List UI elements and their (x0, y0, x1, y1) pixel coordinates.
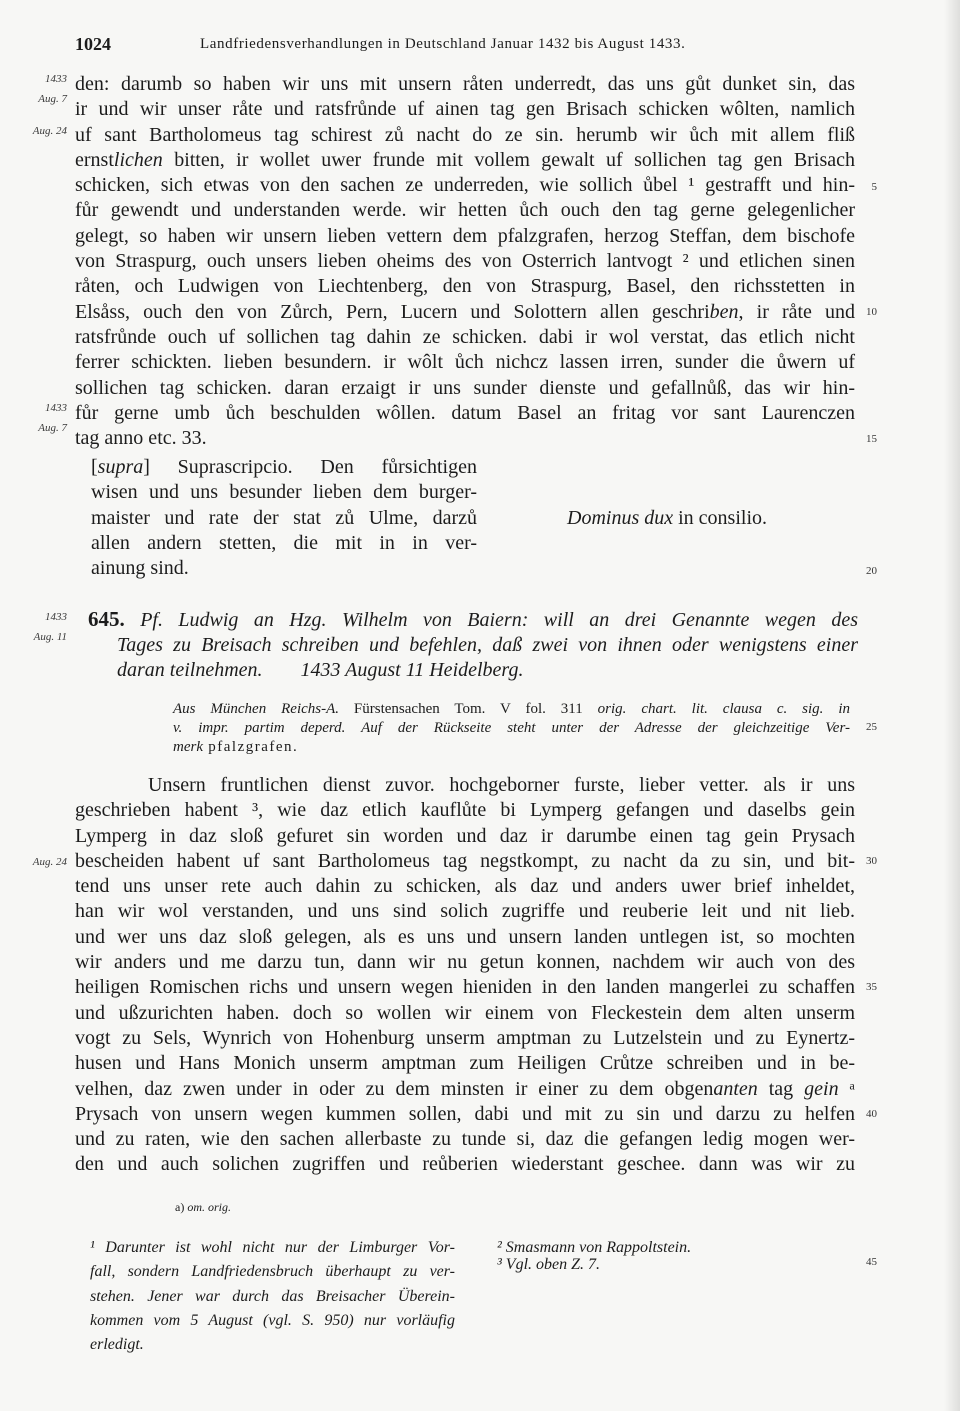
footnote-line: fall, sondern Landfriedensbruch überhaupt zu ver- (90, 1263, 455, 1281)
text-line: heiligen Romischen richs und unsern wegen hieniden in den landen mangerlei zu schaffen (75, 976, 855, 999)
heading-line (88, 607, 858, 633)
margin-date: Aug. 24 (32, 125, 67, 137)
text-segment: [ (91, 456, 98, 478)
text-segment: tag (757, 1077, 805, 1100)
heading-date-place: 1433 August 11 Heidelberg. (300, 659, 524, 681)
heading-text: daran teilnehmen. (117, 659, 263, 681)
margin-date: Aug. 24 (32, 856, 67, 868)
text-segment: Aus München Reichs-A. (173, 701, 340, 717)
text-segment: orig. chart. lit. clausa c. sig. in (597, 701, 851, 717)
running-title: Landfriedensverhandlungen in Deutschland Januar 1432 bis August 1433. (200, 36, 686, 52)
margin-date: Aug. 7 (38, 93, 67, 105)
text-segment: ernst (75, 148, 114, 171)
text-line: und zu raten, wie den sachen allerbaste zu tunde si, daz die gefangen ledig mogen wer- (75, 1128, 855, 1151)
line-number: 20 (866, 565, 877, 577)
document-645-heading (88, 607, 858, 684)
editorial-italic-segment: gein (804, 1077, 839, 1100)
line-number: 40 (866, 1108, 877, 1120)
editorial-italic-segment: Dominus dux (567, 507, 674, 529)
text-line: råten, och Ludwigen von Liechtenberg, den von Straspurg, Basel, den richsstetten in (75, 275, 855, 298)
margin-year: 1433 (45, 611, 67, 623)
text-line: vogt zu Sels, Wynrich von Hohenburg unserm amptman zu Lutzelstein und zu Eynertz- (75, 1026, 855, 1049)
line-number: 15 (866, 433, 877, 445)
text-line: bescheiden habent uf sant Bartholomeus tag negstkompt, zu nacht da zu sin, und bit- (75, 849, 855, 872)
text-segment: , ir råte und (738, 300, 856, 323)
text-line: husen und Hans Monich unserm amptman zum Heiligen Crůtze schreiben und in be- (75, 1052, 855, 1075)
variant-marker: ᵃ (838, 1077, 856, 1100)
text-line: ratsfrůnde ouch uf sollichen tag dahin ze schicken. dabi ir wol verstat, das etlich nicht (75, 325, 855, 348)
text-line: sollichen tag schicken. daran erzaigt ir uns sunder dienste und gefallnůß, das wir hin- (75, 376, 855, 399)
letter-644-body (75, 72, 855, 451)
scan-edge-shadow (944, 0, 960, 1411)
margin-date-note (8, 121, 67, 141)
line-number: 35 (866, 981, 877, 993)
chancery-endorsement (567, 506, 767, 531)
footnote-line: ¹ Darunter ist wohl nicht nur der Limburger Vor- (90, 1239, 455, 1256)
margin-date: Aug. 7 (38, 422, 67, 434)
text-segment: Fürstensachen Tom. V fol. 311 (339, 701, 598, 717)
letter-address (91, 455, 477, 581)
text-line: han wir wol verstanden, und uns sind solich zugriffe und reuberie leit und nit lieb. (75, 900, 855, 923)
text-line: den: darumb so haben wir uns mit unsern råten underredt, das uns gůt dunket sin, das (75, 73, 855, 95)
document-645-body (75, 773, 855, 1178)
text-segment: pfalzgrafen. (203, 739, 299, 755)
footnote-line: stehen. Jener war durch das Breisacher Überein- (90, 1287, 455, 1305)
source-line: v. impr. partim deperd. Auf der Rückseite steht unter der Adresse der gleichzeitige Ver- (173, 720, 850, 736)
footnote-line: erledigt. (90, 1336, 144, 1354)
text-line: fůr gerne umb ůch beschulden wôllen. datum Basel an fritag vor sant Laurenczen (75, 401, 855, 424)
footnote-2: ² Smasmann von Rappoltstein. (497, 1239, 692, 1256)
text-line: uf sant Bartholomeus tag schirest zů nacht do ze sin. herumb wir ůch mit allem fliß (75, 123, 855, 146)
text-line: den und auch solichen zugriffen und reůberien wiederstant geschee. dann was wir zu (75, 1153, 855, 1176)
text-segment: merk (173, 739, 203, 755)
margin-date-note (8, 607, 67, 647)
text-segment: velhen, daz zwen under in oder zu dem minsten ir einer zu dem obgen (75, 1077, 714, 1100)
text-line (75, 300, 855, 325)
editorial-italic-segment: supra (97, 456, 144, 478)
line-number: 25 (866, 721, 877, 733)
address-line: allen andern stetten, die mit in in ver- (91, 531, 477, 554)
text-line: und wer uns daz sloß gelegen, als es uns und unsern landen untlegen ist, so mochten (75, 925, 855, 948)
text-segment: a) (175, 1200, 185, 1214)
text-line (75, 1077, 855, 1102)
text-line: Lymperg in daz sloß gefuret sin worden und daz ir darumbe einen tag gein Prysach (75, 824, 855, 847)
editorial-italic-segment: lichen (113, 148, 163, 171)
heading-text: Pf. Ludwig an Hzg. Wilhelm von Baiern: will an drei Genannte wegen des (124, 609, 858, 631)
line-number: 5 (871, 181, 877, 193)
text-line: tend uns unser rete auch dahin zu schicken, als daz und anders uwer brief inheldet, (75, 875, 855, 898)
margin-date: Aug. 11 (33, 631, 67, 643)
text-line: tag anno etc. 33. (75, 427, 207, 450)
margin-year: 1433 (45, 402, 67, 414)
margin-year: 1433 (45, 73, 67, 85)
text-line: ir und wir unser råte und ratsfrůnde uf ainen tag gen Brisach schicken wôlten, namlich (75, 98, 855, 121)
text-segment: bitten, ir wollet uwer frunde mit vollem gewalt uf sollichen tag gen Brisach (162, 148, 855, 171)
text-line: von Straspurg, ouch unsers lieben oheims des von Osterrich lantvogt ² und etlichen sinen (75, 250, 855, 273)
margin-date-note (8, 69, 67, 109)
text-line: ferrer schickten. lieben besundern. ir wôlt ůch nichcz lassen irren, sunder die ůwern uf (75, 351, 855, 374)
footnote-3: ³ Vgl. oben Z. 7. (497, 1256, 601, 1273)
text-segment: ] Suprascripcio. Den fůrsichtigen (143, 456, 477, 478)
text-line: wir anders und me darzu tun, dann wir nu getun konnen, nachdem wir auch von des (75, 951, 855, 974)
source-line (173, 700, 850, 719)
line-number: 30 (866, 855, 877, 867)
text-segment: in consilio. (673, 507, 767, 529)
text-segment: Elsåss, ouch den von Zůrch, Pern, Lucern und Solottern allen geschri (75, 300, 710, 323)
line-number: 45 (866, 1256, 877, 1268)
address-line: wisen und uns besunder lieben dem burger- (91, 481, 477, 504)
text-segment: om. orig. (184, 1200, 231, 1214)
text-line: geschrieben habent ³, wie daz etlich kauflůte bi Lymperg gefangen und daselbs gein (75, 799, 855, 822)
heading-line: Tages zu Breisach schreiben und befehlen, daß zwei von ihnen oder wenigstens einer (117, 633, 858, 656)
footnote-line: kommen vom 5 August (vgl. S. 950) nur vorläufig (90, 1311, 455, 1329)
text-line: gelegt, so haben wir unsern lieben vettern dem pfalzgrafen, herzog Steffan, dem bischofe (75, 224, 855, 247)
variant-note (175, 1199, 231, 1215)
line-number: 10 (866, 306, 877, 318)
source-note (173, 700, 850, 757)
source-line (173, 738, 850, 757)
footnote-1 (90, 1236, 455, 1357)
address-line (91, 455, 477, 480)
heading-line (88, 658, 858, 684)
editorial-italic-segment: ben (709, 300, 739, 323)
text-line: Unsern fruntlichen dienst zuvor. hochgeborner furste, lieber vetter. als ir uns (148, 774, 855, 796)
margin-date-note (8, 852, 67, 872)
page-number: 1024 (75, 34, 111, 54)
text-line: schicken, sich etwas von den sachen ze underreden, wie sollich ůbel ¹ gestrafft und hin- (75, 174, 855, 197)
address-line: ainung sind. (91, 557, 189, 580)
margin-date-note (8, 398, 67, 438)
text-line: Prysach von unsern wegen kummen sollen, dabi und mit zu sin und darzu zu helfen (75, 1102, 855, 1125)
text-line: fůr gewendt und understanden werde. wir hetten ůch ouch den tag gerne gelegenlicher (75, 199, 855, 222)
document-number: 645. (88, 607, 125, 631)
text-line (75, 148, 855, 173)
address-line: maister und rate der stat zů Ulme, darzů (91, 506, 477, 529)
text-line: und ußzurichten haben. doch so wollen wir einem von Fleckestein dem alten unserm (75, 1001, 855, 1024)
editorial-italic-segment: anten (713, 1077, 758, 1100)
